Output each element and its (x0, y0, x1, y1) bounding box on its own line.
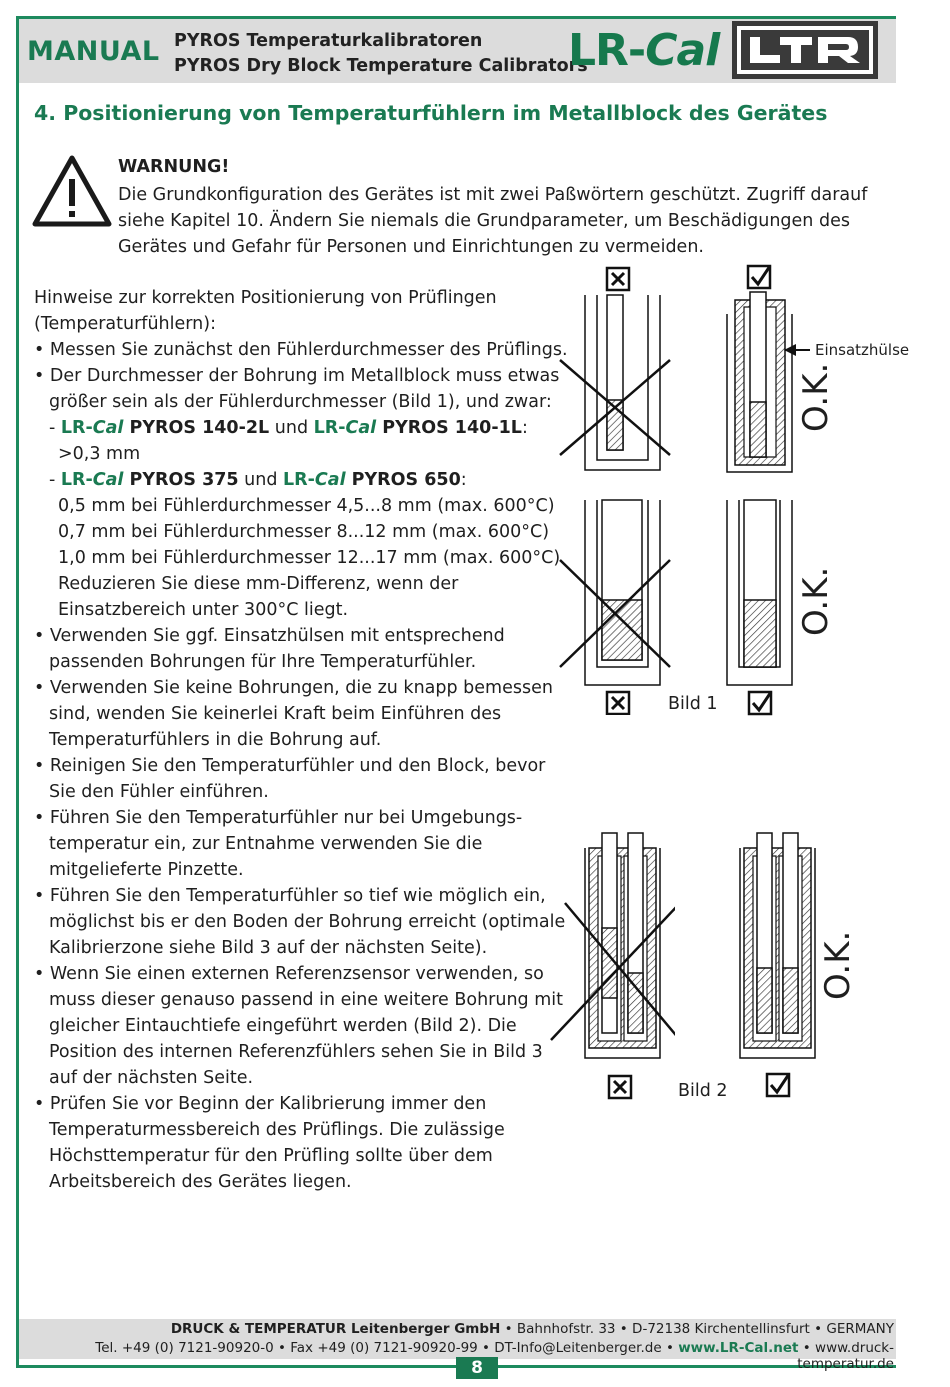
figure-caption-bild1: Bild 1 (668, 694, 718, 714)
footer-contact: Tel. +49 (0) 7121-90920-0 • Fax +49 (0) 7121-90920-99 • DT-Info@Leitenberger.de • www.LR-Cal.net • www.druck-temperatur.de (95, 1340, 894, 1372)
figure2-ok (735, 828, 825, 1103)
figure-caption-bild2: Bild 2 (678, 1081, 728, 1101)
header-title-de: PYROS Temperaturkalibratoren (174, 31, 483, 51)
bullet-sleeves: • Verwenden Sie ggf. Einsatzhülsen mit entsprechend passenden Bohrungen für Ihre Temperaturfühler. (34, 626, 505, 672)
bullet-no-force: • Verwenden Sie keine Bohrungen, die zu knapp bemessen sind, wenden Sie keinerlei Kraft beim Einführen des Temperaturfühlers in die Bohrung auf. (34, 678, 553, 750)
ok-label-3: O.K. (818, 930, 858, 1000)
bullet-ambient: • Führen Sie den Temperaturfühler nur bei Umgebungs-temperatur ein, zur Entnahme verwenden Sie die mitgelieferte Pinzette. (34, 808, 523, 880)
bullet-bore-diameter: • Der Durchmesser der Bohrung im Metallblock muss etwas größer sein als der Fühlerdurchmesser (Bild 1), und zwar: (34, 366, 560, 412)
page-frame-left (16, 16, 19, 1368)
bullet-measure: • Messen Sie zunächst den Fühlerdurchmesser des Prüflings. (34, 340, 568, 360)
bullet-depth: • Führen Sie den Temperaturfühler so tief wie möglich ein, möglichst bis er den Boden der Bohrung erreicht (optimale Kalibrierzone siehe Bild 3 auf der nächsten Seite). (34, 886, 566, 958)
footer-company: DRUCK & TEMPERATUR Leitenberger GmbH (170, 1321, 501, 1337)
brand-lr: LR- (568, 25, 646, 76)
manual-label: MANUAL (27, 36, 160, 67)
model-line-375-650: - LR-Cal PYROS 375 und LR-Cal PYROS 650: (49, 470, 467, 490)
instructions (34, 285, 569, 1195)
figure2-wrong (545, 828, 675, 1103)
warning-text: Die Grundkonfiguration des Gerätes ist mit zwei Paßwörtern geschützt. Zugriff darauf siehe Kapitel 10. Ändern Sie niemals die Grundparameter, um Beschädigungen des Gerätes und Gefahr für Personen und Einrichtungen zu vermeiden. (118, 185, 868, 257)
header-title (174, 29, 588, 79)
section-title: 4. Positionierung von Temperaturfühlern im Metallblock des Gerätes (34, 101, 828, 125)
header-title-en: PYROS Dry Block Temperature Calibrators (174, 56, 588, 76)
ok-label-1: O.K. (796, 362, 836, 432)
value-140: >0,3 mm (58, 444, 141, 464)
warning-heading: WARNUNG! (118, 157, 230, 177)
footer-web-link-2[interactable]: • www.druck-temperatur.de (797, 1340, 894, 1372)
value-small: 0,5 mm bei Fühlerdurchmesser 4,5...8 mm (max. 600°C) (58, 496, 555, 516)
ok-label-2: O.K. (796, 566, 836, 636)
value-large: 1,0 mm bei Fühlerdurchmesser 12...17 mm (max. 600°C) (58, 548, 561, 568)
figure1-wrong-bottom (545, 495, 675, 715)
label-einsatzhuelse: Einsatzhülse (815, 341, 910, 359)
warning-triangle-icon (32, 155, 112, 227)
brand-logo-lrcal (568, 25, 719, 76)
figure1-wrong-top (545, 265, 675, 480)
bullet-clean: • Reinigen Sie den Temperaturfühler und den Block, bevor Sie den Fühler einführen. (34, 756, 546, 802)
footer-address: DRUCK & TEMPERATUR Leitenberger GmbH • Bahnhofstr. 33 • D-72138 Kirchentellinsfurt • GERMANY (170, 1321, 894, 1337)
model-line-140: - LR-Cal PYROS 140-2L und LR-Cal PYROS 140-1L: (49, 418, 528, 438)
bullet-range: • Prüfen Sie vor Beginn der Kalibrierung immer den Temperaturmessbereich des Prüflings. Die zulässige Höchsttemperatur für den Prüfling sollte über dem Arbeitsbereich des Gerätes liegen. (34, 1094, 505, 1192)
brand-cal: Cal (645, 25, 720, 76)
ltr-logo (732, 21, 878, 79)
page-number: 8 (456, 1357, 498, 1379)
value-note: Reduzieren Sie diese mm-Differenz, wenn der Einsatzbereich unter 300°C liegt. (58, 574, 459, 620)
value-medium: 0,7 mm bei Fühlerdurchmesser 8...12 mm (max. 600°C) (58, 522, 550, 542)
intro-text: Hinweise zur korrekten Positionierung von Prüflingen (Temperaturfühlern): (34, 288, 497, 334)
footer-web-link[interactable]: www.LR-Cal.net (678, 1340, 799, 1356)
bullet-reference: • Wenn Sie einen externen Referenzsensor verwenden, so muss dieser genauso passend in eine weitere Bohrung mit gleicher Eintauchtiefe eingeführt werden (Bild 2). Die Position des internen Referenzfühlers sehen Sie in Bild 3 auf der nächsten Seite. (34, 964, 563, 1088)
